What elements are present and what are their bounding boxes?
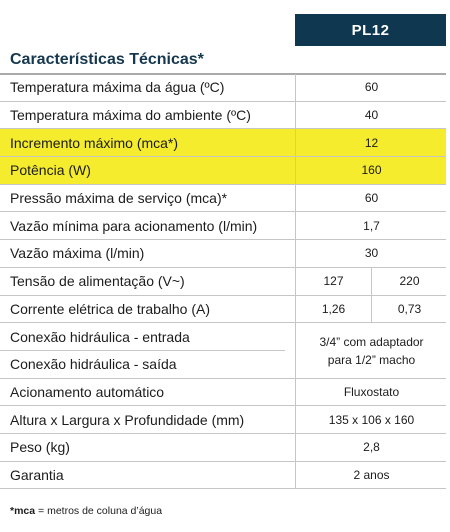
spec-row-connection-outlet xyxy=(0,351,446,379)
spec-value: 40 xyxy=(295,102,447,129)
spec-value: 60 xyxy=(295,185,447,212)
spec-label: Conexão hidráulica - saída xyxy=(10,356,177,373)
spec-row-dimensions xyxy=(0,406,446,434)
spec-label: Corrente elétrica de trabalho (A) xyxy=(10,300,210,317)
spec-row-power xyxy=(0,157,446,185)
spec-row-weight xyxy=(0,434,446,462)
spec-row-max-water-temp xyxy=(0,74,446,102)
spec-label: Temperatura máxima da água (ºC) xyxy=(10,79,225,96)
spec-row-auto-activation xyxy=(0,379,446,407)
spec-value-220v: 0,73 xyxy=(371,296,447,323)
spec-value: 30 xyxy=(295,240,447,267)
spec-row-warranty xyxy=(0,462,446,490)
spec-label: Altura x Largura x Profundidade (mm) xyxy=(10,411,245,428)
spec-label: Acionamento automático xyxy=(10,383,165,400)
spec-row-max-increment xyxy=(0,129,446,157)
spec-label: Vazão máxima (l/min) xyxy=(10,245,145,262)
spec-table xyxy=(0,74,446,489)
spec-label: Tensão de alimentação (V~) xyxy=(10,273,185,290)
spec-value: 12 xyxy=(295,129,447,156)
connection-line-2: para 1/2” macho xyxy=(327,352,416,367)
spec-label: Pressão máxima de serviço (mca)* xyxy=(10,190,228,207)
section-title: Características Técnicas* xyxy=(10,51,204,68)
spec-row-current xyxy=(0,296,446,324)
spec-label: Potência (W) xyxy=(10,162,91,179)
spec-label: Peso (kg) xyxy=(10,439,70,456)
connection-line-1: 3/4” com adaptador xyxy=(319,334,424,349)
spec-value: Fluxostato xyxy=(295,379,447,406)
spec-value: 135 x 106 x 160 xyxy=(295,406,447,433)
spec-row-voltage xyxy=(0,268,446,296)
spec-label: Garantia xyxy=(10,466,64,483)
spec-row-max-flow xyxy=(0,240,446,268)
spec-label: Conexão hidráulica - entrada xyxy=(0,323,285,351)
spec-value-127v: 1,26 xyxy=(295,296,371,323)
spec-label: Temperatura máxima do ambiente (ºC) xyxy=(10,107,251,124)
spec-row-max-pressure xyxy=(0,185,446,213)
spec-value: 2,8 xyxy=(295,434,447,461)
spec-value: 2 anos xyxy=(295,462,447,489)
model-header: PL12 xyxy=(295,14,446,46)
spec-row-min-flow xyxy=(0,212,446,240)
spec-value-127v: 127 xyxy=(295,268,371,295)
spec-value: 60 xyxy=(295,74,447,101)
spec-label: Vazão mínima para acionamento (l/min) xyxy=(10,217,258,234)
spec-value-220v: 220 xyxy=(371,268,447,295)
spec-value: 160 xyxy=(295,157,447,184)
spec-label: Incremento máximo (mca*) xyxy=(10,134,179,151)
spec-value: 1,7 xyxy=(295,212,447,239)
spec-row-max-ambient-temp xyxy=(0,102,446,130)
footnote: *mca = metros de coluna d’água xyxy=(10,505,163,517)
